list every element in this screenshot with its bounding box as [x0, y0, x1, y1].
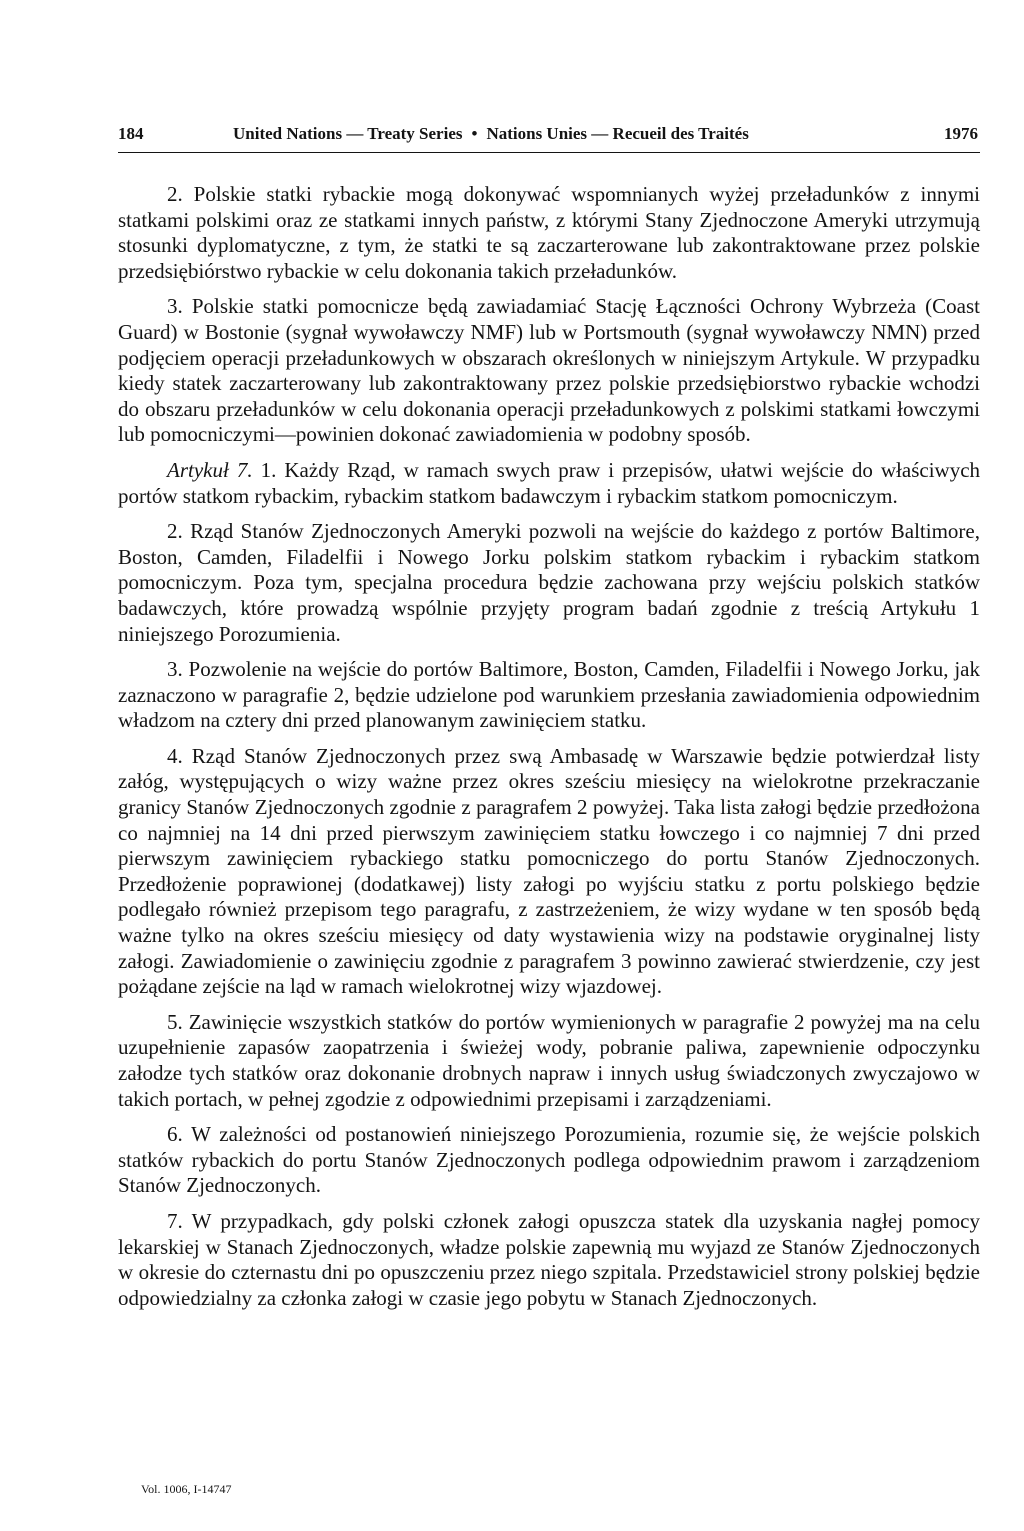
series-title [233, 122, 749, 146]
volume-reference: Vol. 1006, I-14747 [141, 1482, 232, 1496]
paragraph-text: 7. W przypadkach, gdy polski członek załogi opuszcza statek dla uzyskania nagłej pomocy lekarskiej w Stanach Zjednoczonych, władze polskie zapewnią mu wyjazd ze Stanów Zjednoczonych w okresie do czternastu dni po opuszczeniu przez niego szpitala. Przedstawiciel strony polskiej będzie odpowiedzialny za członka załogi w czasie jego pobytu w Stanach Zjednoczonych. [118, 1208, 980, 1310]
article-7-paragraph-2 [118, 519, 980, 647]
article-7-paragraph-1 [118, 458, 980, 509]
paragraph-text: 1. Każdy Rząd, w ramach swych praw i przepisów, ułatwi wejście do właściwych portów statkom rybackim, rybackim statkom badawczym i rybackim statkom pomocniczym. [118, 457, 981, 508]
paragraph-text: 2. Polskie statki rybackie mogą dokonywać wspomnianych wyżej przeładunków z innymi statkami polskimi oraz ze statkami innych państw, z którymi Stany Zjednoczone Ameryki utrzymują stosunki dyplomatyczne, z tym, że statki te są zaczarterowane lub zakontraktowane przez polskie przedsiębiórstwo rybackie w celu dokonania takich przeładunków. [118, 182, 980, 283]
article-7-paragraph-7 [118, 1209, 980, 1311]
page-number: 184 [118, 124, 144, 143]
paragraph-text: 6. W zależności od postanowień niniejszego Porozumienia, rozumie się, że wejście polskich statków rybackich do portu Stanów Zjednoczonych podlega odpowiednim prawom i zarządzeniom Stanów Zjednoczonych. [118, 1122, 980, 1198]
paragraph-text: 3. Polskie statki pomocnicze będą zawiadamiać Stację Łączności Ochrony Wybrzeża (Coast Guard) w Bostonie (sygnał wywoławczy NMF) lub w Portsmouth (sygnał wywoławczy NMN) przed podjęciem operacji przeładunkowych w obszarach określonych w niniejszym Artykule. W przypadku kiedy statek zaczarterowany lub zakontraktowany przez polskie przedsiębiorstwo rybackie wchodzi do obszaru przeładunków w celu dokonania operacji przeładunkowych z polskimi statkami łowczymi lub pomocniczymi—powinien dokonać zawiadomienia w podobny sposób. [118, 294, 980, 447]
paragraph-3 [118, 294, 980, 448]
paragraph-text: 3. Pozwolenie na wejście do portów Baltimore, Boston, Camden, Filadelfii i Nowego Jorku, jak zaznaczono w paragrafie 2, będzie udzielone pod warunkiem przesłania zawiadomienia odpowiednim władzom na cztery dni przed planowanym zawinięciem statku. [118, 657, 980, 733]
article-7-paragraph-3 [118, 657, 980, 734]
series-title-english: United Nations — Treaty Series [233, 124, 463, 143]
document-page [118, 0, 980, 1531]
paragraph-2 [118, 182, 980, 284]
paragraph-text: 2. Rząd Stanów Zjednoczonych Ameryki pozwoli na wejście do każdego z portów Baltimore, Boston, Camden, Filadelfii i Nowego Jorku polskim statkom rybackim i rybackim statkom pomocniczym. Poza tym, specjalna procedura będzie zachowana przy wejściu polskich statków badawczych, które prowadzą wspólnie przyjęty program badań zgodnie z treścią Artykułu 1 niniejszego Porozumienia. [118, 519, 980, 646]
header-rule [118, 152, 980, 153]
article-7-paragraph-5 [118, 1010, 980, 1112]
paragraph-text: 4. Rząd Stanów Zjednoczonych przez swą Ambasadę w Warszawie będzie potwierdzał listy załóg, występujących o wizy ważne przez okres sześciu miesięcy na wielokrotne przekraczanie granicy Stanów Zjednoczonych zgodnie z paragrafem 2 powyżej. Taka lista załogi będzie przedłożona co najmniej na 14 dni przed pierwszym zawinięciem statku łowczego i co najmniej 7 dni przed pierwszym zawinięciem rybackiego statku pomocniczego do portu Stanów Zjednoczonych. Przedłożenie poprawionej (dodatkawej) listy załogi po wyjściu statku z portu polskiego będzie podlegało również przepisom tego paragrafu, z zastrzeżeniem, że wizy wydane w ten sposób będą ważne tylko na okres sześciu miesięcy od daty wystawienia wizy na podstawie oryginalnej listy załogi. Zawiadomienie o zawinięciu zgodnie z paragrafem 3 powinno zawierać stwierdzenie, czy jest pożądane zejście na ląd w ramach wielokrotnej wizy wjazdowej. [118, 743, 980, 999]
running-header [118, 122, 980, 146]
series-title-french: Nations Unies — Recueil des Traités [486, 124, 749, 143]
paragraph-text: 5. Zawinięcie wszystkich statków do portów wymienionych w paragrafie 2 powyżej ma na celu uzupełnienie zapasów zaopatrzenia i świeżej wody, pobranie paliwa, zapewnienie odpoczynku załodze tych statków oraz dokonanie drobnych napraw i innych usług świadczonych zwyczajowo w takich portach, w pełnej zgodzie z odpowiednimi przepisami i zarządzeniami. [118, 1009, 980, 1111]
article-body [118, 182, 980, 1321]
article-7-paragraph-4 [118, 744, 980, 1000]
article-heading: Artykuł 7. [167, 457, 253, 482]
publication-year: 1976 [944, 124, 978, 143]
bullet-separator: • [471, 124, 478, 143]
article-7-paragraph-6 [118, 1122, 980, 1199]
